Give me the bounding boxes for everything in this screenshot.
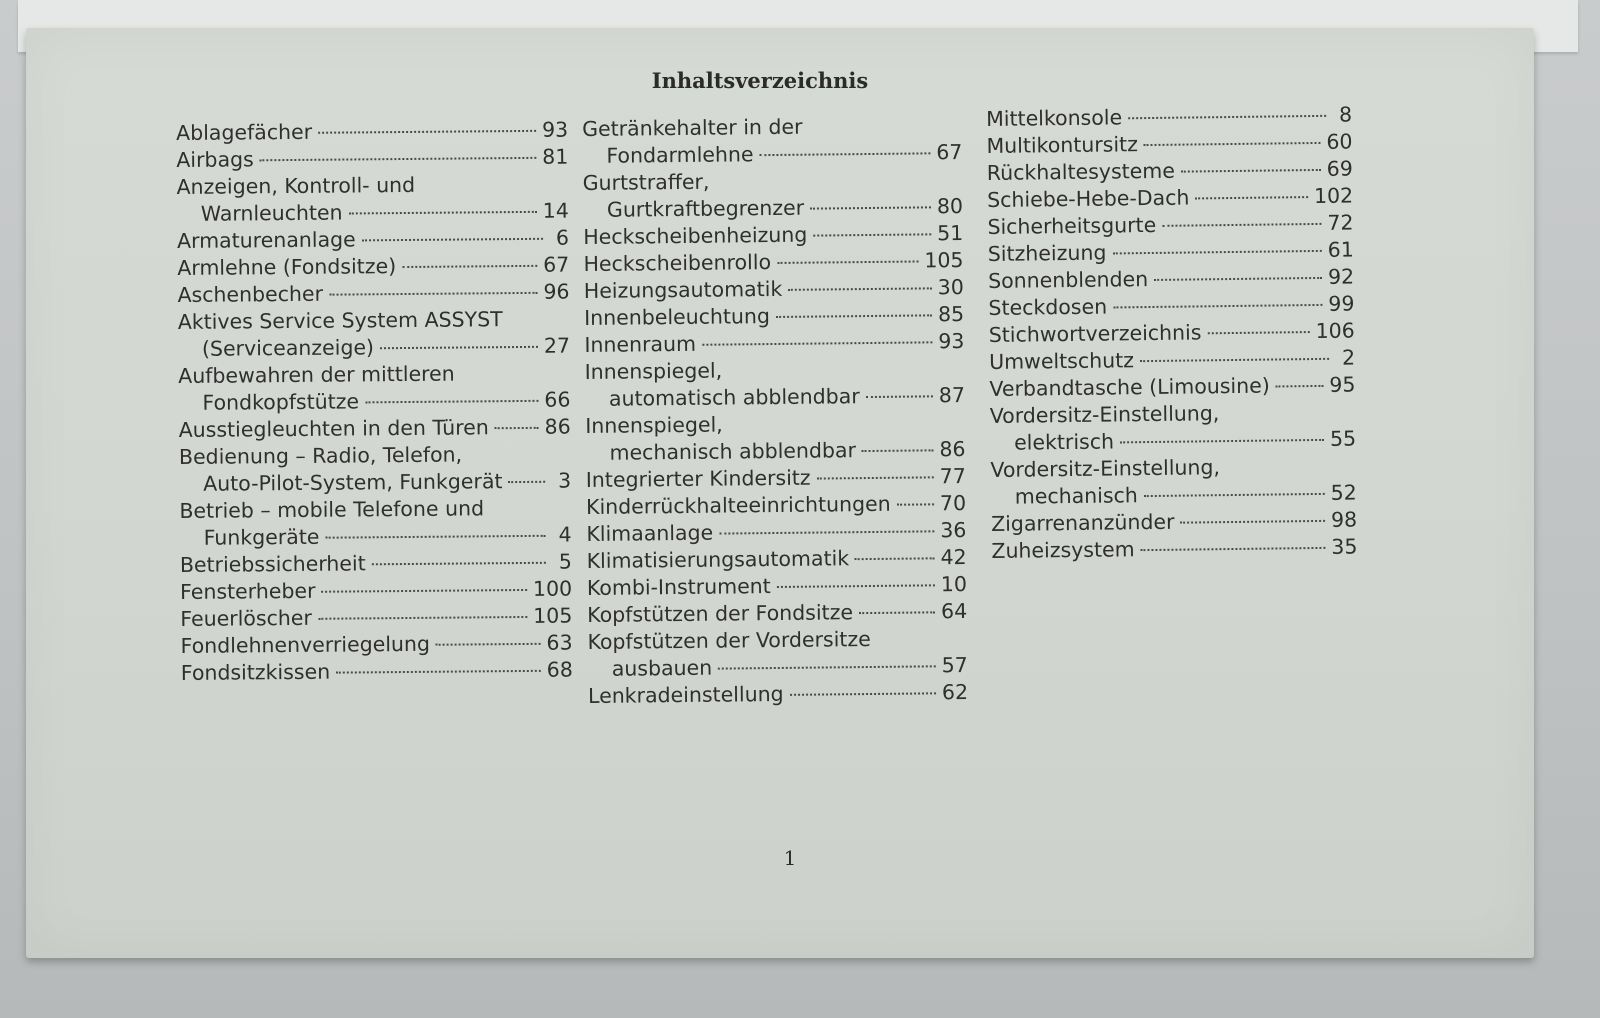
toc-entry-page: 68 <box>546 657 573 682</box>
toc-entry-term: (Serviceanzeige) <box>201 335 375 361</box>
toc-entry-term: Ablagefächer <box>176 119 313 145</box>
leader-dots <box>702 341 932 345</box>
toc-entry-term: Anzeigen, Kontroll- und <box>176 172 416 199</box>
toc-column-1 <box>176 117 573 687</box>
toc-entry-term: Funkgeräte <box>203 524 320 550</box>
toc-entry-line <box>177 225 569 255</box>
toc-entry-term: Klimatisierungsautomatik <box>586 546 850 573</box>
toc-entry-line <box>179 495 571 525</box>
toc-entry <box>582 112 963 170</box>
leader-dots <box>862 449 933 452</box>
toc-entry <box>179 414 571 444</box>
toc-entry <box>178 360 570 417</box>
toc-entry-line <box>584 274 964 305</box>
page-title: Inhaltsverzeichnis <box>651 68 869 93</box>
leader-dots <box>718 665 935 669</box>
toc-entry-page: 67 <box>543 252 570 277</box>
toc-entry-term: Multikontursitz <box>986 132 1139 158</box>
toc-entry-term: Rückhaltesysteme <box>986 158 1176 185</box>
toc-entry-page: 36 <box>940 517 967 543</box>
toc-entry-line <box>176 171 568 201</box>
toc-entry-line <box>584 301 964 332</box>
toc-entry-page: 86 <box>939 437 966 462</box>
toc-entry-term: Schiebe-Hebe-Dach <box>987 185 1190 212</box>
toc-entry-term: Vordersitz-Einstellung, <box>990 455 1221 482</box>
toc-entry-page: 42 <box>940 544 967 570</box>
toc-entry-page: 55 <box>1329 426 1357 451</box>
leader-dots <box>1120 439 1324 443</box>
toc-entry <box>180 603 572 633</box>
toc-entry-term: Innenraum <box>584 331 697 357</box>
toc-entry-term: Kopfstützen der Vordersitze <box>587 627 871 654</box>
toc-entry-page: 105 <box>533 603 573 628</box>
leader-dots <box>1144 142 1320 146</box>
leader-dots <box>817 476 934 479</box>
toc-entry-page: 106 <box>1315 318 1355 343</box>
toc-entry-line <box>180 522 572 552</box>
toc-entry-line <box>179 468 571 498</box>
toc-entry <box>990 399 1357 457</box>
leader-dots <box>349 211 537 215</box>
toc-entry-line <box>587 544 967 575</box>
toc-entry <box>180 549 572 579</box>
toc-entry-line <box>586 463 966 494</box>
toc-entry-term: ausbauen <box>611 655 713 681</box>
toc-entry <box>587 598 967 629</box>
toc-entry-line <box>588 652 968 683</box>
leader-dots <box>790 692 936 696</box>
page-number: 1 <box>783 846 797 870</box>
toc-entry-page: 95 <box>1329 372 1356 397</box>
toc-entry-line <box>584 328 964 359</box>
toc-column-3 <box>986 102 1358 565</box>
leader-dots <box>760 152 931 156</box>
toc-entry <box>180 576 572 606</box>
toc-entry-term: Heckscheibenheizung <box>583 222 808 249</box>
toc-entry-line <box>180 576 572 606</box>
toc-entry-page: 98 <box>1330 507 1358 532</box>
toc-entry-term: Warnleuchten <box>200 200 343 226</box>
toc-entry <box>583 220 963 251</box>
toc-entry-page: 81 <box>542 144 569 169</box>
toc-entry-term: mechanisch <box>1014 483 1138 509</box>
leader-dots <box>788 287 931 291</box>
toc-entry-page: 10 <box>940 571 968 597</box>
toc-entry-term: Sonnenblenden <box>987 267 1149 293</box>
toc-entry-page: 51 <box>937 221 964 246</box>
toc-entry-term: Getränkehalter in der <box>582 114 803 141</box>
leader-dots <box>260 157 536 161</box>
leader-dots <box>810 206 931 209</box>
leader-dots <box>325 535 545 539</box>
toc-entry-line <box>588 679 968 710</box>
leader-dots <box>1180 520 1325 524</box>
leader-dots <box>1141 547 1326 551</box>
toc-entry-line <box>587 571 967 602</box>
toc-entry-page: 6 <box>555 225 570 250</box>
toc-entry-page: 96 <box>543 279 570 304</box>
toc-entry-term: automatisch abblendbar <box>608 384 860 411</box>
leader-dots <box>508 481 545 483</box>
toc-entry-line <box>177 252 569 282</box>
toc-entry <box>585 355 966 413</box>
toc-entry <box>585 409 966 467</box>
toc-entry <box>176 144 568 174</box>
booklet-page <box>26 28 1534 958</box>
leader-dots <box>1162 223 1321 227</box>
toc-entry-term: Verbandtasche (Limousine) <box>989 373 1270 401</box>
toc-entry-line <box>585 436 965 467</box>
leader-dots <box>777 584 935 588</box>
toc-entry-page: 93 <box>541 117 569 142</box>
toc-entry-term: Lenkradeinstellung <box>587 681 784 708</box>
leader-dots <box>1207 331 1309 334</box>
toc-entry <box>586 463 966 494</box>
toc-entry-page: 93 <box>938 329 965 354</box>
toc-entry-line <box>178 360 570 390</box>
toc-entry-line <box>176 117 568 147</box>
toc-entry-term: Mittelkonsole <box>986 105 1123 131</box>
leader-dots <box>1276 385 1324 388</box>
toc-entry-term: Airbags <box>176 147 254 172</box>
leader-dots <box>318 130 536 134</box>
toc-entry-page: 92 <box>1327 264 1355 289</box>
toc-entry-line <box>178 387 570 417</box>
toc-entry-term: Fondarmlehne <box>606 142 754 168</box>
toc-entry <box>588 679 968 710</box>
leader-dots <box>866 395 933 398</box>
leader-dots <box>380 346 538 349</box>
toc-entry <box>583 166 964 224</box>
leader-dots <box>1154 277 1322 281</box>
toc-entry-term: Vordersitz-Einstellung, <box>989 401 1220 428</box>
toc-entry-page: 5 <box>558 549 572 574</box>
toc-entry-term: Kinderrückhalteeinrichtungen <box>585 491 891 519</box>
toc-entry-term: Aschenbecher <box>177 281 324 307</box>
toc-entry-term: Betriebssicherheit <box>179 551 366 577</box>
toc-entry-page: 80 <box>936 194 964 219</box>
toc-entry-term: Fondsitzkissen <box>180 659 331 685</box>
toc-entry <box>181 657 573 687</box>
toc-entry-term: Ausstiegleuchten in den Türen <box>178 415 489 442</box>
toc-entry-term: Aktives Service System ASSYST <box>177 307 503 334</box>
toc-entry <box>587 571 967 602</box>
toc-entry-page: 4 <box>558 522 572 547</box>
toc-entry-line <box>586 517 966 548</box>
toc-entry-term: Zigarrenanzünder <box>990 509 1175 536</box>
leader-dots <box>1140 358 1329 362</box>
toc-entry-line <box>178 333 570 363</box>
leader-dots <box>1144 493 1325 497</box>
leader-dots <box>776 314 932 318</box>
toc-entry-line <box>582 139 962 170</box>
toc-entry-term: Armaturenanlage <box>176 227 356 253</box>
toc-entry-term: Heckscheibenrollo <box>583 250 772 276</box>
toc-entry-line <box>991 533 1357 564</box>
toc-entry-line <box>583 193 963 224</box>
toc-entry-term: elektrisch <box>1013 429 1115 455</box>
toc-entry-term: Armlehne (Fondsitze) <box>177 254 397 280</box>
toc-entry-line <box>178 306 570 336</box>
toc-entry-page: 27 <box>543 333 571 358</box>
toc-entry-page: 67 <box>936 140 963 165</box>
toc-entry-line <box>180 549 572 579</box>
toc-entry <box>180 630 572 660</box>
toc-entry-term: Fensterheber <box>180 578 316 604</box>
toc-entry-page: 52 <box>1330 480 1357 505</box>
toc-entry-line <box>587 625 967 656</box>
leader-dots <box>1112 250 1321 255</box>
leader-dots <box>859 611 935 614</box>
toc-entry-page: 102 <box>1313 183 1354 208</box>
toc-entry-page: 8 <box>1338 102 1353 127</box>
toc-entry-page: 61 <box>1327 237 1354 262</box>
toc-entry-line <box>585 409 965 440</box>
toc-entry <box>584 274 964 305</box>
toc-entry-page: 69 <box>1326 156 1353 181</box>
leader-dots <box>813 233 931 236</box>
leader-dots <box>362 238 543 242</box>
toc-entry-term: Innenspiegel, <box>584 358 723 384</box>
toc-entry-page: 100 <box>532 576 573 601</box>
toc-entry-line <box>583 247 963 278</box>
leader-dots <box>365 400 538 404</box>
toc-entry <box>177 252 569 282</box>
toc-entry-page: 72 <box>1327 210 1354 235</box>
toc-entry-page: 77 <box>939 464 966 489</box>
toc-entry-page: 3 <box>558 468 572 493</box>
toc-entry-term: Sicherheitsgurte <box>987 212 1157 239</box>
toc-entry <box>178 306 570 363</box>
toc-entry <box>584 328 964 359</box>
toc-entry <box>990 453 1357 511</box>
toc-entry <box>176 171 568 228</box>
toc-entry-page: 105 <box>924 248 964 273</box>
leader-dots <box>897 503 934 505</box>
leader-dots <box>1195 196 1308 199</box>
leader-dots <box>719 530 934 534</box>
toc-entry-page: 62 <box>941 679 969 705</box>
leader-dots <box>1113 304 1322 309</box>
toc-entry-line <box>587 598 967 629</box>
toc-entry-page: 63 <box>546 630 573 655</box>
toc-column-2 <box>582 112 968 710</box>
toc-entry-term: Bedienung – Radio, Telefon, <box>178 442 463 469</box>
toc-entry <box>587 625 968 683</box>
toc-entry-term: Fondkopfstütze <box>202 389 360 415</box>
toc-entry-term: Heizungsautomatik <box>583 276 783 303</box>
toc-entry-line <box>179 441 571 471</box>
leader-dots <box>436 643 541 646</box>
toc-entry-line <box>585 355 965 386</box>
toc-entry-term: Betrieb – mobile Telefone und <box>179 496 485 523</box>
toc-entry-page: 87 <box>938 383 966 408</box>
toc-entry-line <box>180 630 572 660</box>
toc-entry <box>179 495 571 552</box>
toc-entry-term: Zuheizsystem <box>991 537 1135 563</box>
toc-entry-term: mechanisch abblendbar <box>609 438 857 465</box>
toc-entry-term: Kombi-Instrument <box>586 574 771 600</box>
toc-entry-line <box>181 657 573 687</box>
toc-entry-line <box>585 382 965 413</box>
leader-dots <box>329 292 537 296</box>
toc-entry-line <box>176 144 568 174</box>
toc-entry-term: Klimaanlage <box>586 520 714 546</box>
toc-entry <box>177 279 569 309</box>
toc-entry-term: Auto-Pilot-System, Funkgerät <box>203 469 503 496</box>
leader-dots <box>1181 169 1321 173</box>
toc-entry-page: 57 <box>941 652 968 678</box>
toc-entry-line <box>179 414 571 444</box>
toc-entry-line <box>583 166 963 197</box>
toc-entry-page: 66 <box>544 387 571 412</box>
toc-entry-page: 2 <box>1341 345 1356 370</box>
toc-entry-line <box>582 112 962 143</box>
toc-entry-line <box>586 490 966 521</box>
toc-entry <box>177 225 569 255</box>
toc-entry <box>583 247 963 278</box>
toc-entry-term: Integrierter Kindersitz <box>585 465 811 492</box>
leader-dots <box>402 265 537 268</box>
toc-entry <box>584 301 964 332</box>
toc-entry-line <box>177 198 569 228</box>
leader-dots <box>321 589 527 593</box>
toc-entry <box>586 517 966 548</box>
leader-dots <box>372 562 546 566</box>
toc-entry-term: Feuerlöscher <box>180 605 313 631</box>
toc-entry-term: Innenspiegel, <box>585 412 723 438</box>
toc-entry <box>176 117 568 147</box>
toc-entry <box>179 441 571 498</box>
toc-entry-page: 60 <box>1326 129 1353 154</box>
leader-dots <box>318 616 527 620</box>
toc-entry-line <box>180 603 572 633</box>
leader-dots <box>336 670 541 674</box>
toc-entry-term: Kopfstützen der Fondsitze <box>587 600 854 627</box>
toc-entry-line <box>583 220 963 251</box>
toc-entry-page: 86 <box>544 414 571 439</box>
toc-entry-term: Fondlehnenverriegelung <box>180 631 431 658</box>
toc-entry-term: Steckdosen <box>988 294 1108 320</box>
toc-entry-term: Innenbeleuchtung <box>583 304 771 330</box>
toc-entry-line <box>177 279 569 309</box>
toc-entry-term: Aufbewahren der mittleren <box>178 361 455 388</box>
toc-entry-term: Umweltschutz <box>988 348 1135 374</box>
toc-entry-term: Gurtstraffer, <box>582 169 710 195</box>
toc-entry-page: 70 <box>939 490 967 516</box>
toc-entry-page: 85 <box>937 302 965 327</box>
toc-entry-term: Sitzheizung <box>987 240 1107 266</box>
toc-entry-term: Gurtkraftbegrenzer <box>606 195 805 222</box>
toc-entry-page: 99 <box>1328 291 1355 316</box>
toc-entry <box>587 544 967 575</box>
toc-entry-page: 30 <box>937 275 964 300</box>
toc-entry-page: 14 <box>542 198 569 223</box>
leader-dots <box>495 427 539 429</box>
leader-dots <box>855 557 934 560</box>
toc-entry <box>586 490 966 521</box>
toc-entry-page: 64 <box>940 598 968 624</box>
leader-dots <box>1128 115 1326 119</box>
toc-entry <box>991 533 1357 564</box>
toc-entry-page: 35 <box>1331 534 1358 559</box>
toc-entry-term: Stichwortverzeichnis <box>988 320 1202 347</box>
leader-dots <box>777 260 918 263</box>
